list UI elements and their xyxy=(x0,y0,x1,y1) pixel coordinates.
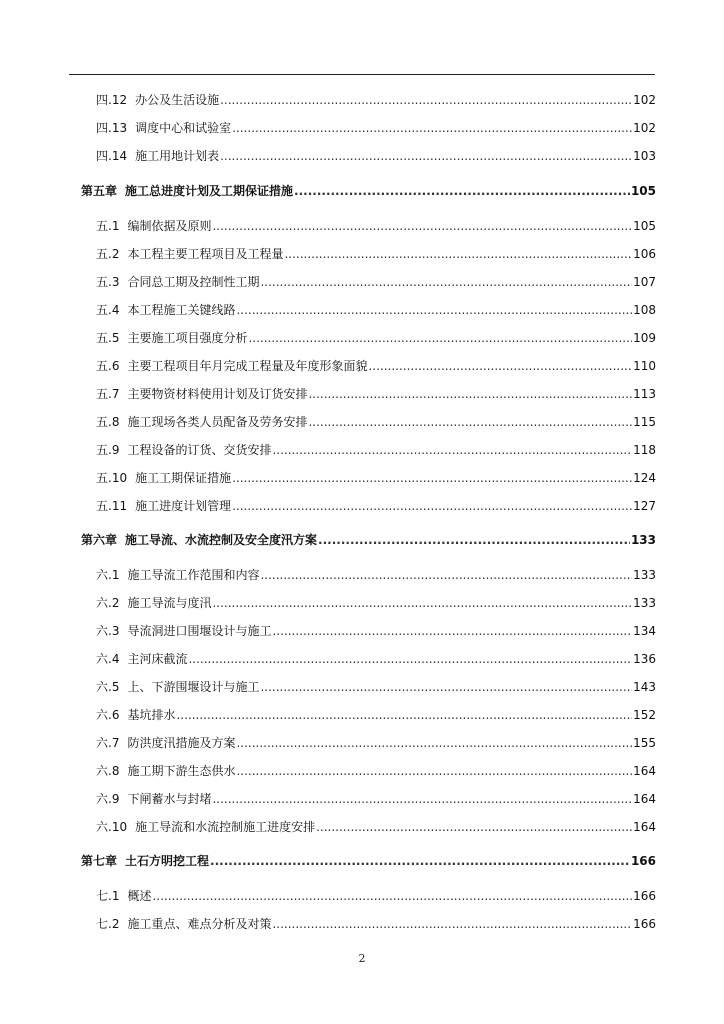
toc-entry[interactable] xyxy=(96,593,656,611)
toc-entry[interactable] xyxy=(96,146,656,164)
toc-dot-leader xyxy=(260,679,632,695)
toc-entry-title: 施工导流与度汛 xyxy=(127,596,212,610)
toc-entry-page: 108 xyxy=(633,303,656,317)
toc-entry-page: 166 xyxy=(633,917,656,931)
toc-entry-page: 136 xyxy=(633,652,656,666)
toc-entry-page: 127 xyxy=(633,499,656,513)
toc-dot-leader xyxy=(232,120,632,136)
toc-entry-page: 115 xyxy=(633,415,656,429)
toc-dot-leader xyxy=(232,498,632,514)
toc-entry-title: 主要物资材料使用计划及订货安排 xyxy=(127,387,308,401)
toc-entry-number: 七.1 xyxy=(96,889,120,903)
toc-dot-leader xyxy=(212,595,632,611)
toc-entry-page: 107 xyxy=(633,275,656,289)
toc-entry-number: 五.9 xyxy=(96,443,120,457)
toc-dot-leader xyxy=(272,623,632,639)
toc-entry[interactable] xyxy=(96,733,656,751)
toc-entry-page: 106 xyxy=(633,247,656,261)
toc-chapter-entry[interactable] xyxy=(81,851,656,869)
toc-entry-title: 防洪度汛措施及方案 xyxy=(127,736,236,750)
toc-entry[interactable] xyxy=(96,328,656,346)
toc-dot-leader xyxy=(260,274,632,290)
toc-entry-number: 六.10 xyxy=(96,820,128,834)
toc-entry-title: 下闸蓄水与封堵 xyxy=(127,792,212,806)
toc-entry-page: 166 xyxy=(630,854,656,868)
toc-entry-page: 152 xyxy=(633,708,656,722)
toc-entry-number: 五.6 xyxy=(96,359,120,373)
toc-entry[interactable] xyxy=(96,216,656,234)
toc-entry[interactable] xyxy=(96,384,656,402)
toc-entry-page: 133 xyxy=(633,596,656,610)
toc-dot-leader xyxy=(232,470,632,486)
toc-entry[interactable] xyxy=(96,118,656,136)
toc-entry-title: 施工期下游生态供水 xyxy=(127,764,236,778)
toc-entry-number: 六.3 xyxy=(96,624,120,638)
toc-dot-leader xyxy=(284,246,632,262)
toc-dot-leader xyxy=(236,735,632,751)
toc-entry-title: 合同总工期及控制性工期 xyxy=(127,275,260,289)
toc-entry-title: 施工导流、水流控制及安全度汛方案 xyxy=(125,533,318,547)
toc-entry-number: 六.5 xyxy=(96,680,120,694)
toc-entry-number: 五.7 xyxy=(96,387,120,401)
toc-entry-page: 164 xyxy=(633,764,656,778)
toc-entry-number: 五.4 xyxy=(96,303,120,317)
toc-entry-title: 施工导流和水流控制施工进度安排 xyxy=(135,820,316,834)
toc-entry-title: 施工进度计划管理 xyxy=(135,499,232,513)
toc-dot-leader xyxy=(318,532,630,548)
toc-dot-leader xyxy=(260,567,632,583)
toc-entry-page: 134 xyxy=(633,624,656,638)
toc-entry-number: 四.12 xyxy=(96,93,128,107)
toc-entry[interactable] xyxy=(96,440,656,458)
toc-entry[interactable] xyxy=(96,356,656,374)
toc-entry-title: 上、下游围堰设计与施工 xyxy=(127,680,260,694)
toc-entry-title: 概述 xyxy=(127,889,152,903)
toc-entry-title: 施工现场各类人员配备及劳务安排 xyxy=(127,415,308,429)
toc-entry-title: 基坑排水 xyxy=(127,708,176,722)
toc-entry[interactable] xyxy=(96,761,656,779)
toc-entry-number: 六.9 xyxy=(96,792,120,806)
toc-entry-title: 主要施工项目强度分析 xyxy=(127,331,248,345)
toc-dot-leader xyxy=(368,358,632,374)
toc-entry-page: 105 xyxy=(633,219,656,233)
toc-entry-number: 四.13 xyxy=(96,121,128,135)
toc-entry[interactable] xyxy=(96,90,656,108)
toc-entry-number: 四.14 xyxy=(96,149,128,163)
toc-chapter-entry[interactable] xyxy=(81,530,656,548)
toc-entry-title: 施工导流工作范围和内容 xyxy=(127,568,260,582)
toc-entry-number: 五.2 xyxy=(96,247,120,261)
toc-dot-leader xyxy=(220,92,632,108)
toc-entry-page: 103 xyxy=(633,149,656,163)
toc-entry[interactable] xyxy=(96,468,656,486)
toc-entry-title: 施工总进度计划及工期保证措施 xyxy=(125,184,294,198)
toc-dot-leader xyxy=(272,442,632,458)
toc-entry-page: 113 xyxy=(633,387,656,401)
toc-entry-page: 102 xyxy=(633,121,656,135)
page-number: 2 xyxy=(358,952,366,965)
toc-entry-page: 124 xyxy=(633,471,656,485)
toc-entry-page: 118 xyxy=(633,443,656,457)
toc-entry-title: 办公及生活设施 xyxy=(135,93,220,107)
toc-entry-page: 155 xyxy=(633,736,656,750)
toc-entry-page: 166 xyxy=(633,889,656,903)
toc-entry-page: 164 xyxy=(633,820,656,834)
toc-entry[interactable] xyxy=(96,565,656,583)
toc-dot-leader xyxy=(308,386,632,402)
toc-entry-number: 六.2 xyxy=(96,596,120,610)
toc-entry-title: 编制依据及原则 xyxy=(127,219,212,233)
toc-chapter-entry[interactable] xyxy=(81,181,656,199)
toc-entry-title: 主要工程项目年月完成工程量及年度形象面貌 xyxy=(127,359,368,373)
toc-entry-title: 施工工期保证措施 xyxy=(135,471,232,485)
toc-entry-number: 六.1 xyxy=(96,568,120,582)
toc-entry-number: 五.11 xyxy=(96,499,128,513)
toc-entry-number: 五.3 xyxy=(96,275,120,289)
toc-entry-page: 102 xyxy=(633,93,656,107)
toc-dot-leader xyxy=(152,888,632,904)
toc-entry-number: 五.8 xyxy=(96,415,120,429)
toc-entry-page: 109 xyxy=(633,331,656,345)
toc-entry-title: 导流洞进口围堰设计与施工 xyxy=(127,624,272,638)
toc-entry-page: 105 xyxy=(630,184,656,198)
toc-entry[interactable] xyxy=(96,705,656,723)
toc-dot-leader xyxy=(248,330,632,346)
toc-entry-number: 六.6 xyxy=(96,708,120,722)
toc-entry-title: 本工程主要工程项目及工程量 xyxy=(127,247,284,261)
toc-entry-page: 133 xyxy=(633,568,656,582)
toc-entry[interactable] xyxy=(96,300,656,318)
toc-entry-page: 143 xyxy=(633,680,656,694)
toc-entry-title: 施工重点、难点分析及对策 xyxy=(127,917,272,931)
toc-entry[interactable] xyxy=(96,621,656,639)
toc-entry[interactable] xyxy=(96,914,656,932)
toc-entry-title: 施工用地计划表 xyxy=(135,149,220,163)
toc-entry-title: 土石方明挖工程 xyxy=(125,854,210,868)
toc-entry-number: 五.1 xyxy=(96,219,120,233)
toc-dot-leader xyxy=(236,763,632,779)
toc-entry[interactable] xyxy=(96,496,656,514)
toc-entry-title: 本工程施工关键线路 xyxy=(127,303,236,317)
toc-entry[interactable] xyxy=(96,412,656,430)
toc-dot-leader xyxy=(212,791,632,807)
toc-dot-leader xyxy=(210,853,630,869)
toc-dot-leader xyxy=(188,651,632,667)
toc-dot-leader xyxy=(212,218,632,234)
toc-entry-number: 六.4 xyxy=(96,652,120,666)
toc-entry[interactable] xyxy=(96,244,656,262)
toc-entry-number: 六.8 xyxy=(96,764,120,778)
toc-entry-number: 第六章 xyxy=(81,533,118,547)
toc-dot-leader xyxy=(316,819,632,835)
toc-entry-title: 调度中心和试验室 xyxy=(135,121,232,135)
toc-dot-leader xyxy=(220,148,632,164)
toc-dot-leader xyxy=(294,183,630,199)
toc-entry-number: 六.7 xyxy=(96,736,120,750)
toc-entry[interactable] xyxy=(96,677,656,695)
toc-entry[interactable] xyxy=(96,789,656,807)
toc-entry-page: 133 xyxy=(630,533,656,547)
toc-entry[interactable] xyxy=(96,886,656,904)
toc-entry-number: 五.5 xyxy=(96,331,120,345)
toc-entry[interactable] xyxy=(96,649,656,667)
toc-dot-leader xyxy=(176,707,632,723)
toc-dot-leader xyxy=(272,916,632,932)
toc-entry[interactable] xyxy=(96,272,656,290)
toc-entry-number: 七.2 xyxy=(96,917,120,931)
toc-dot-leader xyxy=(236,302,632,318)
toc-entry-title: 工程设备的订货、交货安排 xyxy=(127,443,272,457)
toc-entry-number: 第五章 xyxy=(81,184,118,198)
toc-entry-number: 第七章 xyxy=(81,854,118,868)
toc-entry-title: 主河床截流 xyxy=(127,652,188,666)
toc-entry[interactable] xyxy=(96,817,656,835)
toc-entry-page: 110 xyxy=(633,359,656,373)
toc-dot-leader xyxy=(308,414,632,430)
toc-entry-page: 164 xyxy=(633,792,656,806)
toc-entry-number: 五.10 xyxy=(96,471,128,485)
